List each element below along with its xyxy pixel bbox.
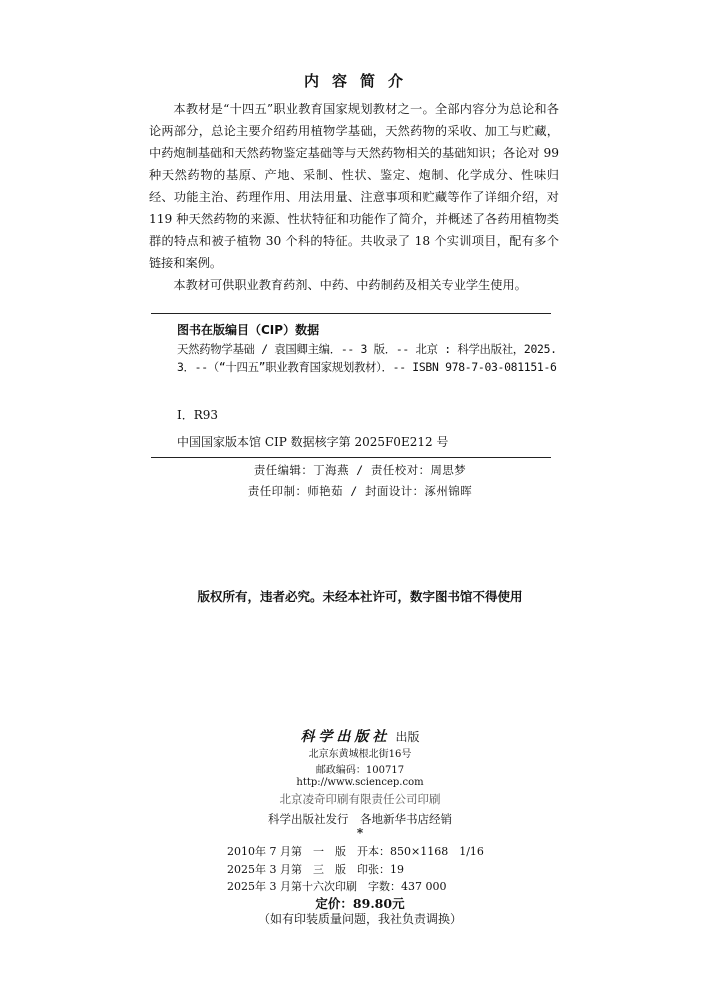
spec-line: 2025年 3 月第 三 版 印张：19 — [227, 862, 404, 876]
publisher-name: 科学出版社 — [300, 729, 391, 745]
separator-star: * — [356, 826, 364, 840]
summary-paragraph: 本教材可供职业教育药剂、中药、中药制药及相关专业学生使用。 — [173, 278, 527, 292]
price: 定价：89.80元 — [315, 896, 405, 911]
summary-title: 内容简介 — [303, 72, 416, 90]
publisher-website: http://www.sciencep.com — [296, 777, 424, 788]
spec-line: 2025年 3 月第十六次印刷 字数：437 000 — [227, 880, 447, 893]
summary-body — [149, 98, 559, 296]
distribution: 科学出版社发行 各地新华书店经销 — [268, 812, 452, 826]
cip-record-number: 中国国家版本馆 CIP 数据核字第 2025F0E212 号 — [177, 435, 449, 449]
publisher-postcode: 邮政编码：100717 — [315, 765, 405, 776]
cip-classification: Ⅰ．R93 — [177, 408, 219, 422]
cip-heading: 图书在版编目（CIP）数据 — [177, 323, 320, 337]
cip-top-rule — [151, 313, 551, 314]
edition-specs — [227, 843, 484, 896]
publisher-line — [0, 726, 720, 746]
editors-line: 责任印制：师艳茹 / 封面设计：涿州锦晖 — [247, 484, 473, 498]
publisher-suffix: 出版 — [395, 730, 420, 744]
publisher-address: 北京东黄城根北街16号 — [308, 749, 412, 760]
editors-line: 责任编辑：丁海燕 / 责任校对：周思梦 — [253, 463, 467, 477]
cip-bottom-rule — [151, 457, 551, 458]
spec-line: 2010年 7 月第 一 版 开本：850×1168 1/16 — [227, 845, 484, 858]
cip-entry: 天然药物学基础 / 袁国卿主编．-- 3 版．-- 北京 : 科学出版社，2025.3．--（“十四五”职业教育国家规划教材）．-- ISBN 978-7-03-081151-6 — [177, 342, 557, 374]
quality-note: （如有印装质量问题，我社负责调换） — [257, 912, 462, 926]
printer: 北京凌奇印刷有限责任公司印刷 — [279, 792, 441, 806]
summary-paragraph: 本教材是“十四五”职业教育国家规划教材之一。全部内容分为总论和各论两部分，总论主要介绍药用植物学基础，天然药物的采收、加工与贮藏，中药炮制基础和天然药物鉴定基础等与天然药物相关的基础知识；各论对 99 种天然药物的基原、产地、采制、性状、鉴定、炮制、化学成分、性味归经、功能主治、药理作用、用法用量、注意事项和贮藏等作了详细介绍，对 119 种天然药物的来源、性状特征和功能作了简介，并概述了各药用植物类群的特点和被子植物 30 个科的特征。共收录了 18 个实训项目，配有多个链接和案例。 — [149, 102, 559, 270]
copyright-notice: 版权所有，违者必究。未经本社许可，数字图书馆不得使用 — [197, 589, 523, 604]
